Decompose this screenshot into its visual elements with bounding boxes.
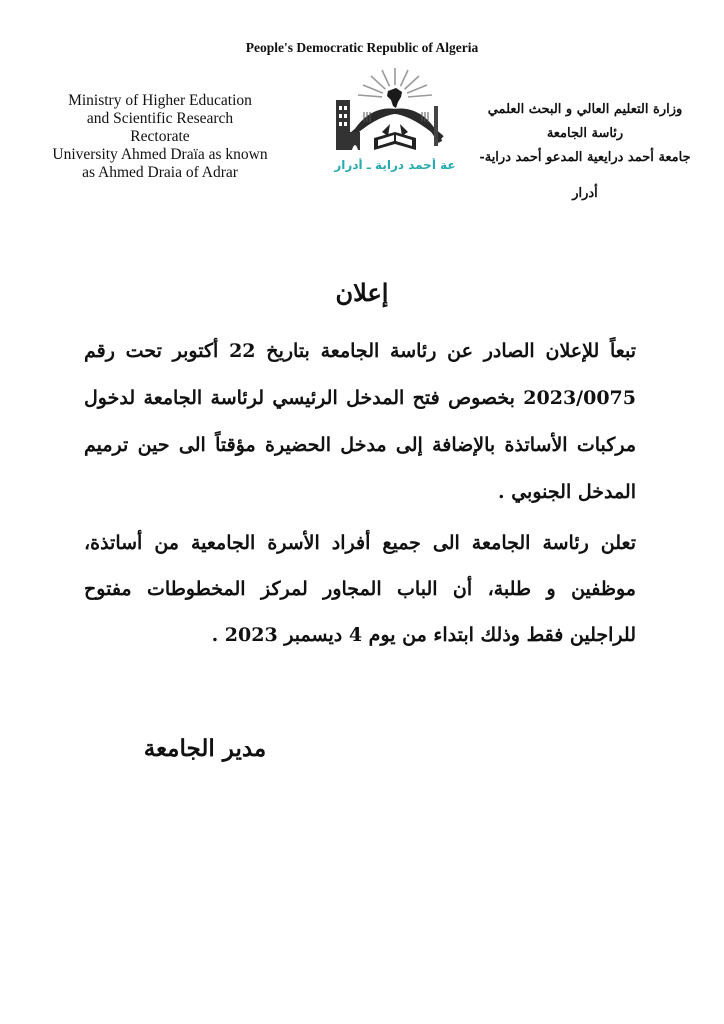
ministry-line-1: Ministry of Higher Education	[68, 92, 252, 109]
country-title: People's Democratic Republic of Algeria	[245, 40, 479, 55]
announcement-title: إعلان	[335, 278, 389, 307]
rectorate-ar-line: رئاسة الجامعة	[546, 126, 624, 141]
city-ar-line: أدرار	[572, 186, 598, 201]
university-logo	[330, 62, 460, 180]
ministry-ar-line: وزارة التعليم العالي و البحث العلمي	[487, 102, 683, 117]
university-ar-line: جامعة أحمد درايعية المدعو أحمد دراية-	[479, 150, 691, 165]
signature-title: مدير الجامعة	[143, 735, 267, 762]
announcement-paragraph-1: تبعاً للإعلان الصادر عن رئاسة الجامعة بتاريخ 22 أكتوبر تحت رقم 2023/0075 بخصوص فتح المدخل الرئيسي لرئاسة الجامعة لدخول مركبات الأساتذة بالإضافة إلى مدخل الحضيرة مؤقتاً الى حين ترميم المدخل الجنوبي .	[84, 340, 636, 503]
rectorate-line: Rectorate	[130, 128, 190, 145]
university-line-2: as Ahmed Draia of Adrar	[82, 164, 238, 181]
university-line-1: University Ahmed Draïa as known	[52, 146, 268, 163]
ministry-line-2: and Scientific Research	[86, 110, 234, 127]
logo-caption: عة أحمد دراية ـ أدرار	[334, 158, 456, 172]
header-left-block	[22, 92, 298, 182]
header-right-block	[455, 98, 715, 206]
university-emblem-icon	[330, 62, 460, 158]
announcement-paragraph-2: تعلن رئاسة الجامعة الى جميع أفراد الأسرة الجامعية من أساتذة، موظفين و طلبة، أن الباب المجاور لمركز المخطوطات مفتوح للراجلين فقط وذلك ابتداء من يوم 4 ديسمبر 2023 .	[84, 532, 636, 646]
